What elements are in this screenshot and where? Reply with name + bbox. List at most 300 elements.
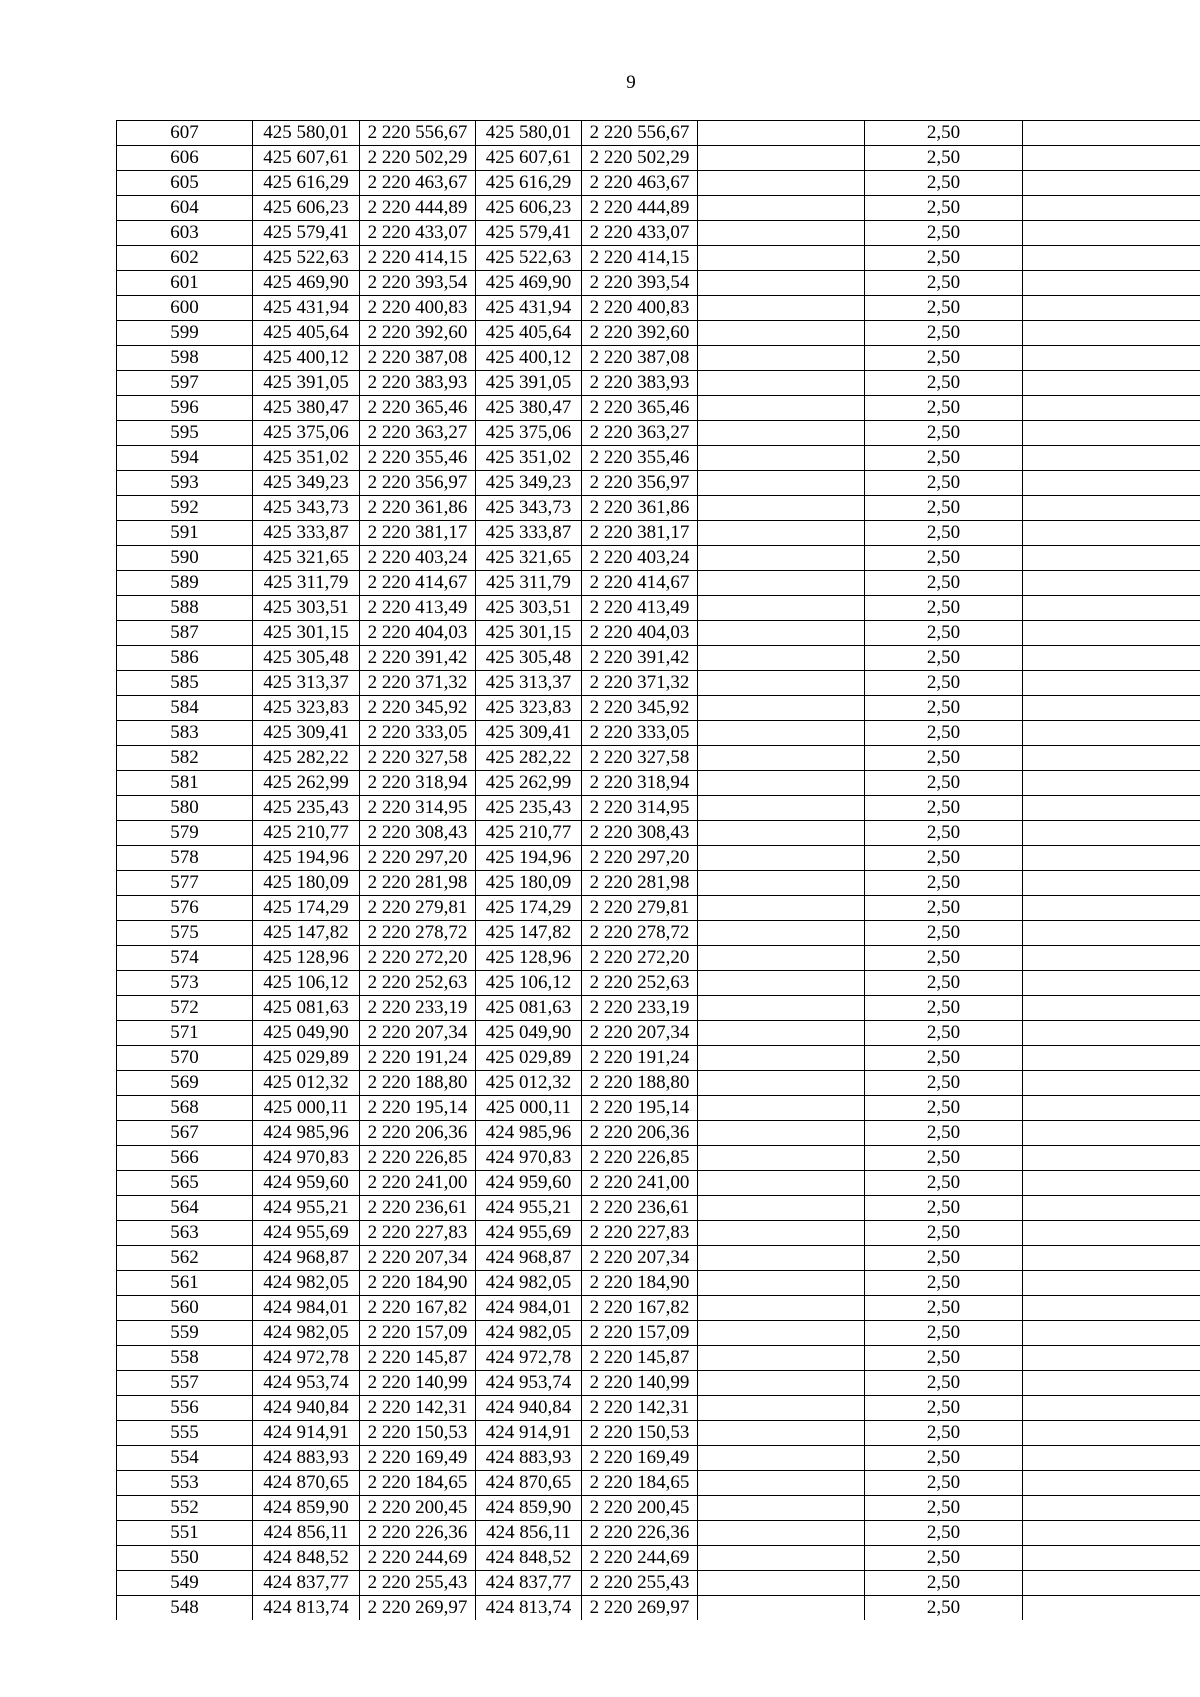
- radius-cell: 2,50: [865, 1371, 1023, 1396]
- empty-cell: [698, 1046, 865, 1071]
- empty-cell: [1023, 746, 1200, 771]
- table-row: [117, 171, 1200, 196]
- y-coordinate-cell: 2 220 279,81: [582, 896, 698, 921]
- empty-cell: [698, 1246, 865, 1271]
- radius-cell: 2,50: [865, 146, 1023, 171]
- y-coordinate-cell: 2 220 244,69: [582, 1546, 698, 1571]
- empty-cell: [698, 946, 865, 971]
- y-coordinate-cell: 2 220 365,46: [360, 396, 476, 421]
- table-row: [117, 1171, 1200, 1196]
- y-coordinate-cell: 2 220 145,87: [360, 1346, 476, 1371]
- empty-cell: [698, 996, 865, 1021]
- x-coordinate-cell: 425 321,65: [476, 546, 582, 571]
- x-coordinate-cell: 424 955,69: [476, 1221, 582, 1246]
- x-coordinate-cell: 424 883,93: [476, 1446, 582, 1471]
- y-coordinate-cell: 2 220 195,14: [582, 1096, 698, 1121]
- radius-cell: 2,50: [865, 1521, 1023, 1546]
- empty-cell: [698, 1221, 865, 1246]
- table-row: [117, 921, 1200, 946]
- y-coordinate-cell: 2 220 391,42: [582, 646, 698, 671]
- radius-cell: 2,50: [865, 821, 1023, 846]
- y-coordinate-cell: 2 220 255,43: [582, 1571, 698, 1596]
- x-coordinate-cell: 425 282,22: [476, 746, 582, 771]
- empty-cell: [698, 846, 865, 871]
- x-coordinate-cell: 425 607,61: [253, 146, 360, 171]
- table-row: [117, 371, 1200, 396]
- x-coordinate-cell: 425 391,05: [476, 371, 582, 396]
- table-row: [117, 196, 1200, 221]
- point-number-cell: 578: [117, 846, 253, 871]
- y-coordinate-cell: 2 220 207,34: [582, 1246, 698, 1271]
- x-coordinate-cell: 425 391,05: [253, 371, 360, 396]
- y-coordinate-cell: 2 220 184,65: [360, 1471, 476, 1496]
- radius-cell: 2,50: [865, 1396, 1023, 1421]
- radius-cell: 2,50: [865, 471, 1023, 496]
- x-coordinate-cell: 425 321,65: [253, 546, 360, 571]
- radius-cell: 2,50: [865, 1596, 1023, 1621]
- point-number-cell: 579: [117, 821, 253, 846]
- empty-cell: [698, 871, 865, 896]
- y-coordinate-cell: 2 220 157,09: [582, 1321, 698, 1346]
- table-row: [117, 1496, 1200, 1521]
- table-row: [117, 121, 1200, 146]
- table-row: [117, 471, 1200, 496]
- empty-cell: [698, 1171, 865, 1196]
- x-coordinate-cell: 425 579,41: [253, 221, 360, 246]
- radius-cell: 2,50: [865, 996, 1023, 1021]
- y-coordinate-cell: 2 220 345,92: [360, 696, 476, 721]
- y-coordinate-cell: 2 220 365,46: [582, 396, 698, 421]
- radius-cell: 2,50: [865, 421, 1023, 446]
- x-coordinate-cell: 425 262,99: [476, 771, 582, 796]
- point-number-cell: 552: [117, 1496, 253, 1521]
- point-number-cell: 596: [117, 396, 253, 421]
- empty-cell: [1023, 1196, 1200, 1221]
- point-number-cell: 585: [117, 671, 253, 696]
- x-coordinate-cell: 424 859,90: [476, 1496, 582, 1521]
- empty-cell: [698, 1371, 865, 1396]
- x-coordinate-cell: 425 147,82: [253, 921, 360, 946]
- y-coordinate-cell: 2 220 387,08: [360, 346, 476, 371]
- y-coordinate-cell: 2 220 356,97: [582, 471, 698, 496]
- radius-cell: 2,50: [865, 396, 1023, 421]
- y-coordinate-cell: 2 220 184,90: [582, 1271, 698, 1296]
- empty-cell: [1023, 1146, 1200, 1171]
- x-coordinate-cell: 425 081,63: [253, 996, 360, 1021]
- empty-cell: [1023, 321, 1200, 346]
- y-coordinate-cell: 2 220 167,82: [582, 1296, 698, 1321]
- y-coordinate-cell: 2 220 433,07: [360, 221, 476, 246]
- x-coordinate-cell: 424 970,83: [253, 1146, 360, 1171]
- table-row: [117, 271, 1200, 296]
- radius-cell: 2,50: [865, 721, 1023, 746]
- radius-cell: 2,50: [865, 1171, 1023, 1196]
- x-coordinate-cell: 425 579,41: [476, 221, 582, 246]
- point-number-cell: 606: [117, 146, 253, 171]
- y-coordinate-cell: 2 220 400,83: [582, 296, 698, 321]
- x-coordinate-cell: 425 311,79: [476, 571, 582, 596]
- y-coordinate-cell: 2 220 140,99: [360, 1371, 476, 1396]
- page-number: 9: [626, 72, 636, 93]
- radius-cell: 2,50: [865, 1296, 1023, 1321]
- x-coordinate-cell: 424 984,01: [253, 1296, 360, 1321]
- x-coordinate-cell: 424 982,05: [476, 1321, 582, 1346]
- y-coordinate-cell: 2 220 308,43: [360, 821, 476, 846]
- empty-cell: [1023, 1546, 1200, 1571]
- point-number-cell: 563: [117, 1221, 253, 1246]
- radius-cell: 2,50: [865, 1346, 1023, 1371]
- empty-cell: [1023, 271, 1200, 296]
- point-number-cell: 553: [117, 1471, 253, 1496]
- table-row: [117, 596, 1200, 621]
- empty-cell: [698, 571, 865, 596]
- point-number-cell: 583: [117, 721, 253, 746]
- empty-cell: [1023, 621, 1200, 646]
- radius-cell: 2,50: [865, 1046, 1023, 1071]
- radius-cell: 2,50: [865, 196, 1023, 221]
- y-coordinate-cell: 2 220 206,36: [582, 1121, 698, 1146]
- empty-cell: [698, 1121, 865, 1146]
- y-coordinate-cell: 2 220 556,67: [360, 121, 476, 146]
- radius-cell: 2,50: [865, 896, 1023, 921]
- empty-cell: [1023, 1446, 1200, 1471]
- table-row: [117, 296, 1200, 321]
- x-coordinate-cell: 424 914,91: [476, 1421, 582, 1446]
- x-coordinate-cell: 425 616,29: [253, 171, 360, 196]
- table-row: [117, 896, 1200, 921]
- point-number-cell: 561: [117, 1271, 253, 1296]
- empty-cell: [1023, 421, 1200, 446]
- x-coordinate-cell: 425 235,43: [253, 796, 360, 821]
- table-row: [117, 246, 1200, 271]
- table-row: [117, 1521, 1200, 1546]
- y-coordinate-cell: 2 220 383,93: [582, 371, 698, 396]
- empty-cell: [698, 521, 865, 546]
- x-coordinate-cell: 425 349,23: [476, 471, 582, 496]
- x-coordinate-cell: 425 303,51: [476, 596, 582, 621]
- x-coordinate-cell: 425 313,37: [476, 671, 582, 696]
- x-coordinate-cell: 425 194,96: [476, 846, 582, 871]
- radius-cell: 2,50: [865, 446, 1023, 471]
- y-coordinate-cell: 2 220 226,85: [360, 1146, 476, 1171]
- point-number-cell: 569: [117, 1071, 253, 1096]
- y-coordinate-cell: 2 220 392,60: [360, 321, 476, 346]
- empty-cell: [698, 171, 865, 196]
- table-row: [117, 221, 1200, 246]
- x-coordinate-cell: 425 400,12: [476, 346, 582, 371]
- radius-cell: 2,50: [865, 371, 1023, 396]
- empty-cell: [698, 796, 865, 821]
- x-coordinate-cell: 424 985,96: [253, 1121, 360, 1146]
- table-row: [117, 821, 1200, 846]
- table-row: [117, 946, 1200, 971]
- empty-cell: [1023, 196, 1200, 221]
- point-number-cell: 551: [117, 1521, 253, 1546]
- table-row: [117, 1221, 1200, 1246]
- y-coordinate-cell: 2 220 145,87: [582, 1346, 698, 1371]
- x-coordinate-cell: 425 180,09: [476, 871, 582, 896]
- y-coordinate-cell: 2 220 191,24: [360, 1046, 476, 1071]
- x-coordinate-cell: 425 400,12: [253, 346, 360, 371]
- y-coordinate-cell: 2 220 345,92: [582, 696, 698, 721]
- x-coordinate-cell: 424 940,84: [253, 1396, 360, 1421]
- y-coordinate-cell: 2 220 404,03: [582, 621, 698, 646]
- empty-cell: [698, 696, 865, 721]
- table-row: [117, 1446, 1200, 1471]
- radius-cell: 2,50: [865, 1221, 1023, 1246]
- empty-cell: [698, 1096, 865, 1121]
- x-coordinate-cell: 425 235,43: [476, 796, 582, 821]
- empty-cell: [1023, 246, 1200, 271]
- empty-cell: [698, 921, 865, 946]
- empty-cell: [698, 821, 865, 846]
- empty-cell: [1023, 1471, 1200, 1496]
- y-coordinate-cell: 2 220 371,32: [582, 671, 698, 696]
- x-coordinate-cell: 424 848,52: [476, 1546, 582, 1571]
- y-coordinate-cell: 2 220 227,83: [582, 1221, 698, 1246]
- table-row: [117, 571, 1200, 596]
- point-number-cell: 562: [117, 1246, 253, 1271]
- empty-cell: [1023, 596, 1200, 621]
- empty-cell: [698, 1596, 865, 1621]
- y-coordinate-cell: 2 220 184,90: [360, 1271, 476, 1296]
- y-coordinate-cell: 2 220 392,60: [582, 321, 698, 346]
- empty-cell: [698, 1146, 865, 1171]
- x-coordinate-cell: 425 106,12: [253, 971, 360, 996]
- x-coordinate-cell: 425 000,11: [253, 1096, 360, 1121]
- empty-cell: [1023, 1071, 1200, 1096]
- x-coordinate-cell: 424 982,05: [253, 1321, 360, 1346]
- y-coordinate-cell: 2 220 463,67: [360, 171, 476, 196]
- y-coordinate-cell: 2 220 355,46: [582, 446, 698, 471]
- x-coordinate-cell: 425 431,94: [476, 296, 582, 321]
- x-coordinate-cell: 424 982,05: [253, 1271, 360, 1296]
- x-coordinate-cell: 425 343,73: [253, 496, 360, 521]
- empty-cell: [1023, 221, 1200, 246]
- x-coordinate-cell: 425 301,15: [476, 621, 582, 646]
- x-coordinate-cell: 424 953,74: [253, 1371, 360, 1396]
- x-coordinate-cell: 425 431,94: [253, 296, 360, 321]
- x-coordinate-cell: 424 968,87: [253, 1246, 360, 1271]
- x-coordinate-cell: 424 883,93: [253, 1446, 360, 1471]
- y-coordinate-cell: 2 220 327,58: [360, 746, 476, 771]
- y-coordinate-cell: 2 220 207,34: [582, 1021, 698, 1046]
- radius-cell: 2,50: [865, 296, 1023, 321]
- x-coordinate-cell: 425 128,96: [476, 946, 582, 971]
- empty-cell: [1023, 946, 1200, 971]
- empty-cell: [1023, 1171, 1200, 1196]
- x-coordinate-cell: 425 580,01: [253, 121, 360, 146]
- empty-cell: [1023, 721, 1200, 746]
- empty-cell: [1023, 296, 1200, 321]
- x-coordinate-cell: 424 856,11: [476, 1521, 582, 1546]
- y-coordinate-cell: 2 220 404,03: [360, 621, 476, 646]
- y-coordinate-cell: 2 220 363,27: [360, 421, 476, 446]
- y-coordinate-cell: 2 220 502,29: [360, 146, 476, 171]
- empty-cell: [1023, 671, 1200, 696]
- y-coordinate-cell: 2 220 200,45: [582, 1496, 698, 1521]
- radius-cell: 2,50: [865, 1421, 1023, 1446]
- y-coordinate-cell: 2 220 433,07: [582, 221, 698, 246]
- table-row: [117, 1596, 1200, 1621]
- y-coordinate-cell: 2 220 272,20: [360, 946, 476, 971]
- radius-cell: 2,50: [865, 696, 1023, 721]
- table-row: [117, 1371, 1200, 1396]
- point-number-cell: 593: [117, 471, 253, 496]
- x-coordinate-cell: 425 309,41: [253, 721, 360, 746]
- point-number-cell: 584: [117, 696, 253, 721]
- empty-cell: [698, 1471, 865, 1496]
- point-number-cell: 582: [117, 746, 253, 771]
- empty-cell: [1023, 1421, 1200, 1446]
- radius-cell: 2,50: [865, 246, 1023, 271]
- radius-cell: 2,50: [865, 496, 1023, 521]
- point-number-cell: 599: [117, 321, 253, 346]
- empty-cell: [698, 746, 865, 771]
- table-row: [117, 771, 1200, 796]
- y-coordinate-cell: 2 220 333,05: [360, 721, 476, 746]
- x-coordinate-cell: 425 305,48: [253, 646, 360, 671]
- table-row: [117, 1071, 1200, 1096]
- y-coordinate-cell: 2 220 150,53: [582, 1421, 698, 1446]
- empty-cell: [1023, 696, 1200, 721]
- table-row: [117, 671, 1200, 696]
- y-coordinate-cell: 2 220 363,27: [582, 421, 698, 446]
- table-row: [117, 1471, 1200, 1496]
- empty-cell: [698, 721, 865, 746]
- radius-cell: 2,50: [865, 521, 1023, 546]
- radius-cell: 2,50: [865, 321, 1023, 346]
- y-coordinate-cell: 2 220 383,93: [360, 371, 476, 396]
- empty-cell: [1023, 521, 1200, 546]
- y-coordinate-cell: 2 220 387,08: [582, 346, 698, 371]
- radius-cell: 2,50: [865, 621, 1023, 646]
- empty-cell: [1023, 1271, 1200, 1296]
- empty-cell: [698, 1346, 865, 1371]
- x-coordinate-cell: 424 837,77: [253, 1571, 360, 1596]
- x-coordinate-cell: 425 380,47: [476, 396, 582, 421]
- point-number-cell: 587: [117, 621, 253, 646]
- x-coordinate-cell: 425 194,96: [253, 846, 360, 871]
- empty-cell: [1023, 1346, 1200, 1371]
- point-number-cell: 604: [117, 196, 253, 221]
- point-number-cell: 574: [117, 946, 253, 971]
- table-row: [117, 796, 1200, 821]
- y-coordinate-cell: 2 220 414,15: [582, 246, 698, 271]
- x-coordinate-cell: 425 469,90: [253, 271, 360, 296]
- y-coordinate-cell: 2 220 188,80: [360, 1071, 476, 1096]
- x-coordinate-cell: 425 522,63: [253, 246, 360, 271]
- radius-cell: 2,50: [865, 921, 1023, 946]
- empty-cell: [698, 621, 865, 646]
- x-coordinate-cell: 425 375,06: [253, 421, 360, 446]
- y-coordinate-cell: 2 220 318,94: [582, 771, 698, 796]
- x-coordinate-cell: 425 303,51: [253, 596, 360, 621]
- x-coordinate-cell: 425 029,89: [253, 1046, 360, 1071]
- x-coordinate-cell: 425 606,23: [253, 196, 360, 221]
- table-row: [117, 696, 1200, 721]
- point-number-cell: 572: [117, 996, 253, 1021]
- point-number-cell: 597: [117, 371, 253, 396]
- empty-cell: [1023, 446, 1200, 471]
- table-row: [117, 521, 1200, 546]
- x-coordinate-cell: 424 984,01: [476, 1296, 582, 1321]
- empty-cell: [1023, 821, 1200, 846]
- y-coordinate-cell: 2 220 188,80: [582, 1071, 698, 1096]
- point-number-cell: 554: [117, 1446, 253, 1471]
- y-coordinate-cell: 2 220 233,19: [582, 996, 698, 1021]
- point-number-cell: 570: [117, 1046, 253, 1071]
- coordinates-table-body: [117, 121, 1200, 1621]
- x-coordinate-cell: 425 174,29: [253, 896, 360, 921]
- radius-cell: 2,50: [865, 746, 1023, 771]
- x-coordinate-cell: 425 106,12: [476, 971, 582, 996]
- radius-cell: 2,50: [865, 671, 1023, 696]
- x-coordinate-cell: 424 953,74: [476, 1371, 582, 1396]
- y-coordinate-cell: 2 220 371,32: [360, 671, 476, 696]
- x-coordinate-cell: 424 972,78: [253, 1346, 360, 1371]
- point-number-cell: 607: [117, 121, 253, 146]
- y-coordinate-cell: 2 220 413,49: [582, 596, 698, 621]
- table-row: [117, 871, 1200, 896]
- point-number-cell: 598: [117, 346, 253, 371]
- table-row: [117, 1421, 1200, 1446]
- x-coordinate-cell: 424 813,74: [253, 1596, 360, 1621]
- empty-cell: [698, 771, 865, 796]
- x-coordinate-cell: 424 859,90: [253, 1496, 360, 1521]
- y-coordinate-cell: 2 220 269,97: [360, 1596, 476, 1621]
- x-coordinate-cell: 425 049,90: [253, 1021, 360, 1046]
- radius-cell: 2,50: [865, 796, 1023, 821]
- x-coordinate-cell: 424 959,60: [476, 1171, 582, 1196]
- x-coordinate-cell: 425 210,77: [476, 821, 582, 846]
- empty-cell: [1023, 396, 1200, 421]
- table-row: [117, 1021, 1200, 1046]
- radius-cell: 2,50: [865, 1321, 1023, 1346]
- point-number-cell: 592: [117, 496, 253, 521]
- radius-cell: 2,50: [865, 1021, 1023, 1046]
- table-row: [117, 1296, 1200, 1321]
- y-coordinate-cell: 2 220 195,14: [360, 1096, 476, 1121]
- y-coordinate-cell: 2 220 281,98: [360, 871, 476, 896]
- y-coordinate-cell: 2 220 140,99: [582, 1371, 698, 1396]
- point-number-cell: 548: [117, 1596, 253, 1621]
- point-number-cell: 573: [117, 971, 253, 996]
- coordinates-table: [116, 120, 1200, 1620]
- y-coordinate-cell: 2 220 413,49: [360, 596, 476, 621]
- y-coordinate-cell: 2 220 333,05: [582, 721, 698, 746]
- x-coordinate-cell: 425 301,15: [253, 621, 360, 646]
- empty-cell: [1023, 1571, 1200, 1596]
- y-coordinate-cell: 2 220 226,85: [582, 1146, 698, 1171]
- y-coordinate-cell: 2 220 463,67: [582, 171, 698, 196]
- point-number-cell: 580: [117, 796, 253, 821]
- empty-cell: [1023, 1246, 1200, 1271]
- y-coordinate-cell: 2 220 142,31: [582, 1396, 698, 1421]
- point-number-cell: 594: [117, 446, 253, 471]
- x-coordinate-cell: 425 351,02: [253, 446, 360, 471]
- x-coordinate-cell: 424 837,77: [476, 1571, 582, 1596]
- x-coordinate-cell: 425 343,73: [476, 496, 582, 521]
- x-coordinate-cell: 425 174,29: [476, 896, 582, 921]
- point-number-cell: 571: [117, 1021, 253, 1046]
- y-coordinate-cell: 2 220 356,97: [360, 471, 476, 496]
- point-number-cell: 602: [117, 246, 253, 271]
- table-row: [117, 396, 1200, 421]
- x-coordinate-cell: 425 351,02: [476, 446, 582, 471]
- point-number-cell: 568: [117, 1096, 253, 1121]
- y-coordinate-cell: 2 220 414,15: [360, 246, 476, 271]
